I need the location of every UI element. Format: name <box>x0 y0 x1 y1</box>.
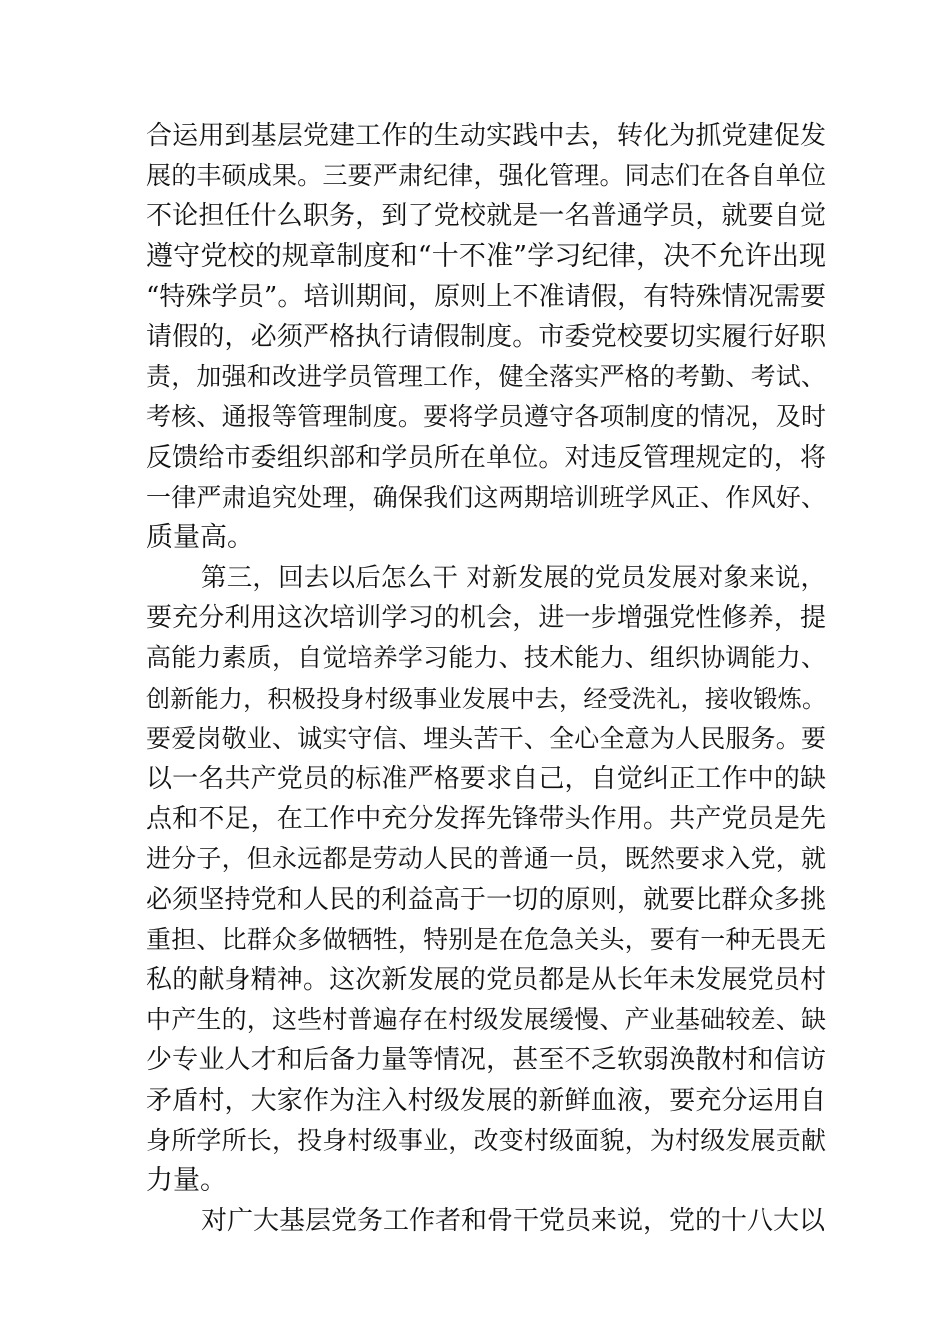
text-line: 展的丰硕成果。三要严肃纪律，强化管理。同志们在各自单位 <box>146 161 826 191</box>
text-line: 遵守党校的规章制度和“十不准”学习纪律，决不允许出现 <box>146 240 826 272</box>
text-line: 高能力素质，自觉培养学习能力、技术能力、组织协调能力、 <box>146 643 826 673</box>
text-line: 力量。 <box>146 1164 227 1196</box>
text-line: 创新能力，积极投身村级事业发展中去，经受洗礼，接收锻炼。 <box>146 684 826 713</box>
text-line: 中产生的，这些村普遍存在村级发展缓慢、产业基础较差、缺 <box>146 1005 826 1035</box>
text-line: 身所学所长，投身村级事业，改变村级面貌，为村级发展贡献 <box>146 1125 826 1155</box>
text-line: 要充分利用这次培训学习的机会，进一步增强党性修养，提 <box>146 603 826 634</box>
text-line: 矛盾村，大家作为注入村级发展的新鲜血液，要充分运用自 <box>146 1085 826 1116</box>
text-line: 第三，回去以后怎么干 对新发展的党员发展对象来说， <box>201 563 826 594</box>
text-line: 合运用到基层党建工作的生动实践中去，转化为抓党建促发 <box>146 121 826 151</box>
text-line: 一律严肃追究处理，确保我们这两期培训班学风正、作风好、 <box>146 482 826 512</box>
text-line: 进分子，但永远都是劳动人民的普通一员，既然要求入党，就 <box>146 844 826 874</box>
text-line: “特殊学员”。培训期间，原则上不准请假，有特殊情况需要 <box>146 281 826 312</box>
text-line: 点和不足，在工作中充分发挥先锋带头作用。共产党员是先 <box>146 804 826 835</box>
text-line: 考核、通报等管理制度。要将学员遵守各项制度的情况，及时 <box>146 402 826 432</box>
text-line: 必须坚持党和人民的利益高于一切的原则，就要比群众多挑 <box>146 884 826 915</box>
text-line: 反馈给市委组织部和学员所在单位。对违反管理规定的，将 <box>146 442 826 473</box>
text-line: 请假的，必须严格执行请假制度。市委党校要切实履行好职 <box>146 321 826 352</box>
document-body <box>146 116 826 1241</box>
text-line: 重担、比群众多做牺牲，特别是在危急关头，要有一种无畏无 <box>146 924 826 954</box>
text-line: 私的献身精神。这次新发展的党员都是从长年未发展党员村 <box>146 964 826 995</box>
text-line: 质量高。 <box>146 521 254 553</box>
text-line: 不论担任什么职务，到了党校就是一名普通学员，就要自觉 <box>146 201 826 232</box>
text-line: 要爱岗敬业、诚实守信、埋头苦干、全心全意为人民服务。要 <box>146 723 826 753</box>
text-line: 少专业人才和后备力量等情况，甚至不乏软弱涣散村和信访 <box>146 1045 826 1076</box>
text-line: 对广大基层党务工作者和骨干党员来说，党的十八大以 <box>201 1206 826 1237</box>
text-line: 责，加强和改进学员管理工作，健全落实严格的考勤、考试、 <box>146 362 826 392</box>
text-line: 以一名共产党员的标准严格要求自己，自觉纠正工作中的缺 <box>146 764 826 794</box>
